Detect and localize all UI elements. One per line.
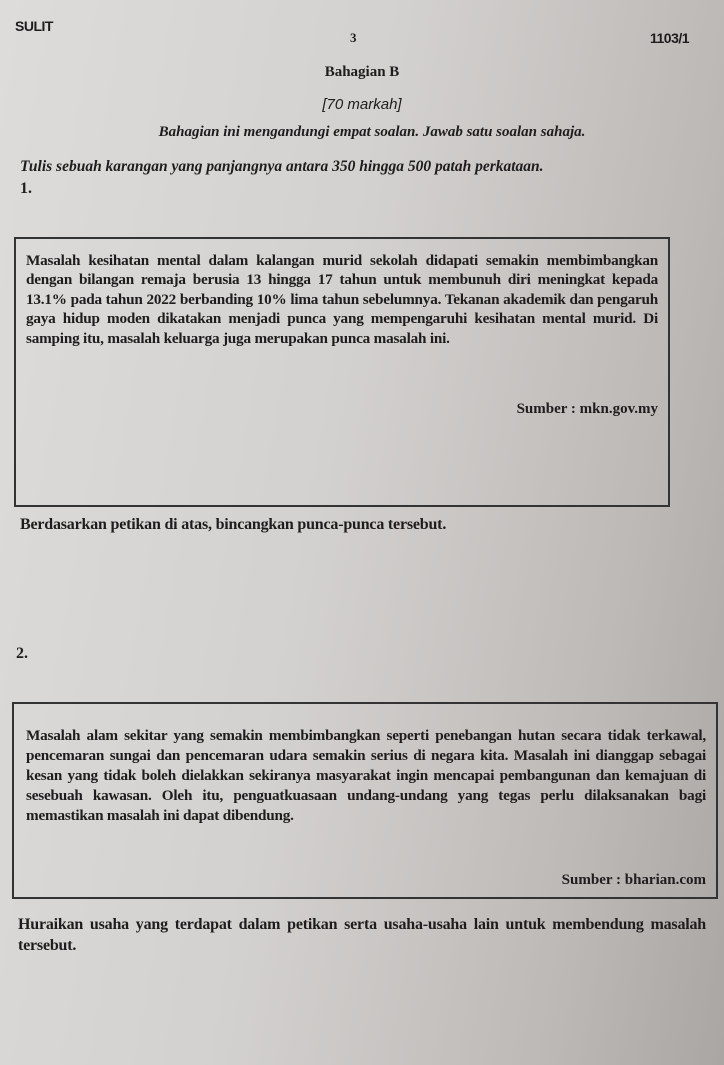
section-task: Tulis sebuah karangan yang panjangnya antara 350 hingga 500 patah perkataan. bbox=[20, 158, 544, 175]
question-2-passage: Masalah alam sekitar yang semakin membimbangkan seperti penebangan hutan secara tidak terkawal, pencemaran sungai dan pencemaran udara semakin serius di negara kita. Masalah ini dianggap sebagai kesan yang tidak boleh dielakkan sekiranya masyarakat ingin mencapai pembangunan dan kemajuan di sesebuah kawasan. Oleh itu, penguatkuasaan undang-undang yang tegas perlu dilaksanakan bagi memastikan masalah ini dapat dibendung. bbox=[26, 727, 706, 824]
question-1-source: Sumber : mkn.gov.my bbox=[516, 401, 658, 417]
question-2-number: 2. bbox=[16, 645, 28, 662]
classification-label: SULIT bbox=[15, 18, 53, 34]
question-1-prompt: Berdasarkan petikan di atas, bincangkan punca-punca tersebut. bbox=[20, 516, 447, 533]
question-1-passage: Masalah kesihatan mental dalam kalangan murid sekolah didapati semakin membimbangkan dengan bilangan remaja berusia 13 hingga 17 tahun untuk membunuh diri meningkat kepada 13.1% pada tahun 2022 berbanding 10% lima tahun sebelumnya. Tekanan akademik dan pengaruh gaya hidup moden dikatakan menjadi punca yang mempengaruhi kesihatan mental murid. Di samping itu, masalah keluarga juga merupakan punca masalah ini. bbox=[26, 252, 658, 347]
question-2-prompt: Huraikan usaha yang terdapat dalam petikan serta usaha-usaha lain untuk membendung masalah tersebut. bbox=[18, 916, 706, 954]
paper-code: 1103/1 bbox=[650, 30, 690, 46]
question-2-source: Sumber : bharian.com bbox=[561, 872, 706, 888]
section-title: Bahagian B bbox=[324, 64, 400, 80]
section-marks: [70 markah] bbox=[322, 96, 402, 113]
section-instruction: Bahagian ini mengandungi empat soalan. Jawab satu soalan sahaja. bbox=[158, 124, 586, 140]
page-number: 3 bbox=[350, 30, 357, 45]
question-1-passage-box bbox=[14, 237, 670, 507]
question-1-number: 1. bbox=[20, 180, 32, 197]
question-2-passage-box bbox=[12, 702, 718, 899]
